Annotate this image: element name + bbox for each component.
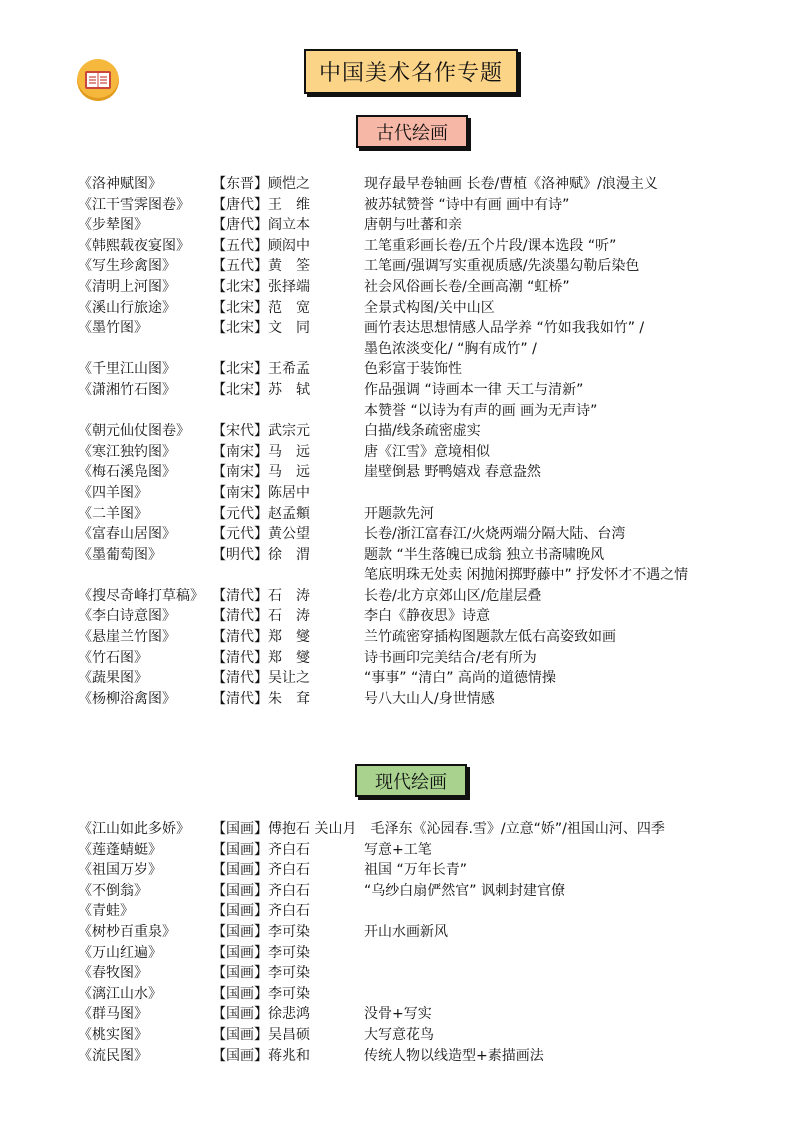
list-item-continuation bbox=[78, 565, 768, 586]
artwork-note: 写意+工笔 bbox=[364, 841, 432, 858]
list-item bbox=[78, 1046, 768, 1067]
list-item bbox=[78, 195, 768, 216]
list-item bbox=[78, 901, 768, 922]
artist: 【唐代】王 维 bbox=[212, 196, 310, 213]
artist: 【国画】李可染 bbox=[212, 985, 310, 1002]
list-item bbox=[78, 963, 768, 984]
modern-painting-list bbox=[78, 819, 768, 1066]
artwork-title: 《潇湘竹石图》 bbox=[78, 381, 176, 398]
artist: 【清代】郑 燮 bbox=[212, 629, 310, 646]
artwork-note: 大写意花鸟 bbox=[364, 1026, 434, 1043]
artwork-title: 《不倒翁》 bbox=[78, 882, 148, 899]
artwork-note: “乌纱白扇俨然官” 讽刺封建官僚 bbox=[364, 882, 565, 899]
artist: 【清代】石 涛 bbox=[212, 608, 310, 625]
artist: 【国画】李可染 bbox=[212, 965, 310, 982]
list-item bbox=[78, 318, 768, 339]
list-item bbox=[78, 1025, 768, 1046]
artist: 【清代】石 涛 bbox=[212, 587, 310, 604]
list-item bbox=[78, 236, 768, 257]
artist: 【东晋】顾恺之 bbox=[212, 176, 310, 192]
artwork-note: 李白《静夜思》诗意 bbox=[364, 608, 490, 625]
artwork-note: 兰竹疏密穿插构图题款左低右高姿致如画 bbox=[364, 629, 616, 646]
artwork-title: 《祖国万岁》 bbox=[78, 862, 162, 879]
artwork-note-continued: 墨色浓淡变化/ “胸有成竹” / bbox=[364, 340, 537, 357]
list-item bbox=[78, 819, 768, 840]
artist: 【国画】李可染 bbox=[212, 923, 310, 940]
artwork-note: 号八大山人/身世情感 bbox=[364, 690, 495, 707]
artwork-note: 开题款先河 bbox=[364, 505, 434, 522]
artwork-title: 《寒江独钓图》 bbox=[78, 443, 176, 460]
artist: 【国画】李可染 bbox=[212, 944, 310, 961]
artwork-title: 《树杪百重泉》 bbox=[78, 923, 176, 940]
artwork-title: 《溪山行旅途》 bbox=[78, 299, 176, 316]
artwork-title: 《写生珍禽图》 bbox=[78, 258, 176, 275]
artist: 【南宋】马 远 bbox=[212, 443, 310, 460]
artist: 【北宋】范 宽 bbox=[212, 299, 310, 316]
artist: 【国画】齐白石 bbox=[212, 862, 310, 879]
artist: 【国画】徐悲鸿 bbox=[212, 1006, 310, 1023]
artwork-note: 全景式构图/关中山区 bbox=[364, 299, 495, 316]
artwork-note: 唐《江雪》意境相似 bbox=[364, 443, 490, 460]
artwork-note: 社会风俗画长卷/全画高潮 “虹桥” bbox=[364, 278, 570, 295]
artwork-title: 《蔬果图》 bbox=[78, 670, 148, 687]
list-item bbox=[78, 298, 768, 319]
artist: 【国画】吴昌硕 bbox=[212, 1026, 310, 1043]
artwork-title: 《二羊图》 bbox=[78, 505, 148, 522]
list-item-continuation bbox=[78, 401, 768, 422]
artist-and-note: 【国画】傅抱石 关山月 毛泽东《沁园春.雪》/立意“娇”/祖国山河、四季 bbox=[212, 821, 665, 837]
artwork-title: 《江山如此多娇》 bbox=[78, 821, 190, 837]
list-item bbox=[78, 689, 768, 710]
list-item bbox=[78, 359, 768, 380]
list-item bbox=[78, 881, 768, 902]
artwork-note: 现存最早卷轴画 长卷/曹植《洛神赋》/浪漫主义 bbox=[364, 176, 658, 192]
artist: 【元代】赵孟頫 bbox=[212, 505, 310, 522]
artwork-note: 传统人物以线造型+素描画法 bbox=[364, 1047, 544, 1064]
artwork-note: “事事” “清白” 高尚的道德情操 bbox=[364, 670, 556, 687]
artwork-title: 《杨柳浴禽图》 bbox=[78, 690, 176, 707]
list-item bbox=[78, 840, 768, 861]
artwork-note: 画竹表达思想情感人品学养 “竹如我我如竹” / bbox=[364, 320, 645, 337]
artist: 【五代】黄 筌 bbox=[212, 258, 310, 275]
artwork-note: 工笔重彩画长卷/五个片段/课本选段 “听” bbox=[364, 237, 617, 254]
artwork-note-continued: 本赞誉 “以诗为有声的画 画为无声诗” bbox=[364, 402, 598, 419]
artist: 【南宋】马 远 bbox=[212, 464, 310, 481]
list-item bbox=[78, 421, 768, 442]
list-item bbox=[78, 648, 768, 669]
artwork-title: 《四羊图》 bbox=[78, 484, 148, 501]
artist: 【北宋】张择端 bbox=[212, 278, 310, 295]
artwork-title: 《群马图》 bbox=[78, 1006, 148, 1023]
artwork-title: 《朝元仙仗图卷》 bbox=[78, 423, 190, 440]
list-item bbox=[78, 984, 768, 1005]
artwork-note: 没骨+写实 bbox=[364, 1006, 432, 1023]
artwork-title: 《搜尽奇峰打草稿》 bbox=[78, 587, 204, 604]
artist: 【唐代】阎立本 bbox=[212, 217, 310, 234]
artwork-title: 《清明上河图》 bbox=[78, 278, 176, 295]
artist: 【清代】吴让之 bbox=[212, 670, 310, 687]
artwork-note-continued: 笔底明珠无处卖 闲抛闲掷野藤中” 抒发怀才不遇之情 bbox=[364, 567, 689, 584]
artwork-note: 唐朝与吐蕃和亲 bbox=[364, 217, 462, 234]
list-item bbox=[78, 524, 768, 545]
book-icon bbox=[77, 59, 119, 101]
list-item bbox=[78, 922, 768, 943]
artwork-title: 《流民图》 bbox=[78, 1047, 148, 1064]
list-item bbox=[78, 860, 768, 881]
artist: 【元代】黄公望 bbox=[212, 526, 310, 543]
artwork-note: 诗书画印完美结合/老有所为 bbox=[364, 649, 537, 666]
artwork-note: 工笔画/强调写实重视质感/先淡墨勾勒后染色 bbox=[364, 258, 640, 275]
artwork-title: 《李白诗意图》 bbox=[78, 608, 176, 625]
artwork-note: 作品强调 “诗画本一律 天工与清新” bbox=[364, 381, 584, 398]
artwork-title: 《春牧图》 bbox=[78, 965, 148, 982]
artwork-title: 《竹石图》 bbox=[78, 649, 148, 666]
artwork-note: 长卷/北方京郊山区/危崖层叠 bbox=[364, 587, 542, 604]
artwork-title: 《桃实图》 bbox=[78, 1026, 148, 1043]
artist: 【五代】顾闳中 bbox=[212, 237, 310, 254]
artwork-title: 《步辇图》 bbox=[78, 217, 148, 234]
artwork-title: 《千里江山图》 bbox=[78, 361, 176, 378]
list-item bbox=[78, 277, 768, 298]
artwork-note: 白描/线条疏密虚实 bbox=[364, 423, 481, 440]
artwork-title: 《悬崖兰竹图》 bbox=[78, 629, 176, 646]
artwork-title: 《江干雪霁图卷》 bbox=[78, 196, 190, 213]
list-item bbox=[78, 504, 768, 525]
list-item bbox=[78, 462, 768, 483]
artist: 【国画】齐白石 bbox=[212, 882, 310, 899]
section-heading-ancient: 古代绘画 bbox=[356, 115, 468, 148]
list-item bbox=[78, 1004, 768, 1025]
artist: 【北宋】苏 轼 bbox=[212, 381, 310, 398]
artist: 【明代】徐 渭 bbox=[212, 546, 310, 563]
artwork-title: 《洛神赋图》 bbox=[78, 176, 162, 192]
artist: 【清代】郑 燮 bbox=[212, 649, 310, 666]
artwork-title: 《韩熙载夜宴图》 bbox=[78, 237, 190, 254]
artwork-note: 色彩富于装饰性 bbox=[364, 361, 462, 378]
artist: 【北宋】文 同 bbox=[212, 320, 310, 337]
list-item bbox=[78, 174, 768, 195]
list-item-continuation bbox=[78, 339, 768, 360]
artwork-note: 被苏轼赞誉 “诗中有画 画中有诗” bbox=[364, 196, 570, 213]
artwork-note: 祖国 “万年长青” bbox=[364, 862, 467, 879]
list-item bbox=[78, 627, 768, 648]
list-item bbox=[78, 442, 768, 463]
artwork-title: 《梅石溪凫图》 bbox=[78, 464, 176, 481]
artist: 【国画】齐白石 bbox=[212, 841, 310, 858]
artist: 【国画】蒋兆和 bbox=[212, 1047, 310, 1064]
artwork-title: 《富春山居图》 bbox=[78, 526, 176, 543]
list-item bbox=[78, 586, 768, 607]
artwork-title: 《漓江山水》 bbox=[78, 985, 162, 1002]
list-item bbox=[78, 256, 768, 277]
list-item bbox=[78, 606, 768, 627]
artist: 【宋代】武宗元 bbox=[212, 423, 310, 440]
artist: 【清代】朱 耷 bbox=[212, 690, 310, 707]
artwork-note: 长卷/浙江富春江/火烧两端分隔大陆、台湾 bbox=[364, 526, 626, 543]
artist: 【南宋】陈居中 bbox=[212, 484, 310, 501]
list-item bbox=[78, 483, 768, 504]
artwork-title: 《墨葡萄图》 bbox=[78, 546, 162, 563]
page-title: 中国美术名作专题 bbox=[304, 49, 518, 94]
artwork-note: 题款 “半生落魄已成翁 独立书斋啸晚风 bbox=[364, 546, 605, 563]
ancient-painting-list bbox=[78, 174, 768, 709]
artwork-note: 崖壁倒悬 野鸭嬉戏 春意盎然 bbox=[364, 464, 541, 481]
artwork-title: 《墨竹图》 bbox=[78, 320, 148, 337]
artist: 【国画】齐白石 bbox=[212, 903, 310, 920]
list-item bbox=[78, 545, 768, 566]
artist: 【北宋】王希孟 bbox=[212, 361, 310, 378]
list-item bbox=[78, 380, 768, 401]
artwork-note: 开山水画新风 bbox=[364, 923, 448, 940]
artwork-title: 《莲蓬蜻蜓》 bbox=[78, 841, 162, 858]
artwork-title: 《青蛙》 bbox=[78, 903, 134, 920]
list-item bbox=[78, 943, 768, 964]
list-item bbox=[78, 215, 768, 236]
section-heading-modern: 现代绘画 bbox=[355, 764, 467, 797]
artwork-title: 《万山红遍》 bbox=[78, 944, 162, 961]
list-item bbox=[78, 668, 768, 689]
